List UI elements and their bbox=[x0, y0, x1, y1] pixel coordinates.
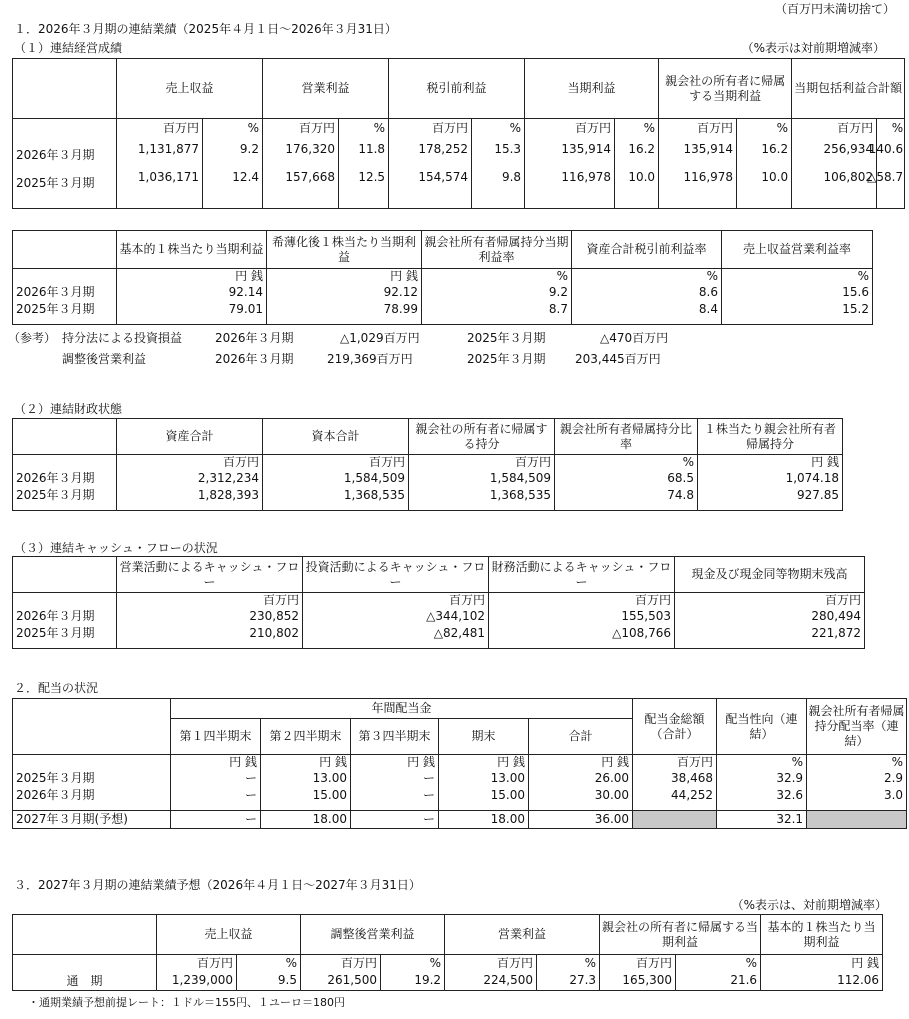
table-cell: ー bbox=[351, 811, 439, 829]
table-cell: 18.00 bbox=[439, 811, 529, 829]
unit-label: 百万円 bbox=[222, 455, 259, 469]
unit-label: % bbox=[745, 956, 758, 970]
header-equity-ratio: 親会社所有者帰属持分比率 bbox=[555, 419, 698, 455]
table-cell: 21.6 bbox=[730, 973, 758, 987]
table-cell: 210,802 bbox=[249, 626, 299, 640]
table-cell: 10.0 bbox=[628, 170, 656, 184]
row-label: 2025年３月期 bbox=[16, 626, 95, 640]
unit-label: 百万円 bbox=[341, 956, 378, 970]
ref-period: 2025年３月期 bbox=[467, 331, 546, 345]
table-cell: 13.00 bbox=[490, 771, 525, 785]
table-cell: 74.8 bbox=[667, 488, 694, 502]
table-cell: 8.7 bbox=[548, 302, 568, 316]
unit-label: 百万円 bbox=[196, 956, 233, 970]
header-q1: 第１四半期末 bbox=[171, 719, 261, 755]
unit-label: % bbox=[643, 121, 656, 135]
table-cell: ー bbox=[244, 771, 257, 785]
unit-label: 百万円 bbox=[575, 121, 612, 135]
table-cell: 8.4 bbox=[698, 302, 718, 316]
unit-label: 百万円 bbox=[677, 755, 714, 769]
table-cell: 19.2 bbox=[414, 973, 442, 987]
forecast-footnote: ・通期業績予想前提レート：１ドル＝155円、１ユーロ＝180円 bbox=[28, 996, 345, 1009]
unit-label: % bbox=[857, 269, 869, 283]
row-label: 2026年３月期 bbox=[16, 471, 95, 485]
table-cell: 15.00 bbox=[490, 788, 525, 802]
header-adjusted-op: 調整後営業利益 bbox=[301, 915, 445, 955]
section-1-3-title: （３）連結キャッシュ・フローの状況 bbox=[14, 541, 218, 555]
header-net-profit: 当期利益 bbox=[525, 59, 659, 119]
table-cell: 1,828,393 bbox=[197, 488, 259, 502]
table-cell: 221,872 bbox=[811, 626, 861, 640]
unit-label: 百万円 bbox=[368, 455, 405, 469]
table-cell: 12.4 bbox=[232, 170, 260, 184]
section-1-title: １．2026年３月期の連結業績（2025年４月１日～2026年３月31日） bbox=[14, 22, 397, 36]
unit-label: % bbox=[682, 455, 694, 469]
unit-label: % bbox=[776, 121, 789, 135]
row-label: 2025年３月期 bbox=[16, 302, 95, 316]
dividends-table bbox=[12, 698, 907, 829]
header-roa: 資産合計税引前利益率 bbox=[572, 231, 722, 269]
table-cell: 30.00 bbox=[594, 788, 630, 802]
header-payout-ratio: 配当性向（連結） bbox=[717, 699, 807, 755]
section-1-2-title: （２）連結財政状態 bbox=[14, 402, 123, 416]
table-cell: 15.6 bbox=[842, 285, 869, 299]
table-cell: 13.00 bbox=[312, 771, 347, 785]
corner-cell bbox=[13, 231, 117, 269]
table-cell: 32.6 bbox=[776, 788, 804, 802]
row-label: 2026年３月期 bbox=[16, 285, 95, 299]
unit-label: % bbox=[584, 956, 597, 970]
row-label: 通 期 bbox=[13, 955, 157, 991]
table-cell-shaded bbox=[633, 811, 717, 829]
table-cell: △58.7 bbox=[867, 170, 904, 184]
corner-cell bbox=[13, 699, 171, 755]
table-cell: 32.9 bbox=[776, 771, 804, 785]
table-cell: 15.3 bbox=[494, 142, 522, 156]
unit-label: 円 銭 bbox=[811, 455, 839, 469]
forecast-table bbox=[12, 914, 883, 991]
unit-label: 円 銭 bbox=[851, 956, 880, 970]
table-cell: ー bbox=[422, 788, 435, 802]
cash-flow-table bbox=[12, 556, 865, 649]
table-cell: △108,766 bbox=[612, 626, 671, 640]
table-cell: 280,494 bbox=[811, 609, 861, 623]
table-cell: 157,668 bbox=[285, 170, 336, 184]
unit-label: % bbox=[509, 121, 522, 135]
header-owners-profit: 親会社の所有者に帰属する当期利益 bbox=[659, 59, 792, 119]
unit-label: 円 銭 bbox=[319, 755, 347, 769]
table-cell: 140.6 bbox=[868, 142, 904, 156]
unit-label: 百万円 bbox=[497, 956, 534, 970]
unit-label: % bbox=[891, 121, 904, 135]
table-cell: 27.3 bbox=[569, 973, 597, 987]
table-cell: 16.2 bbox=[761, 142, 789, 156]
table-cell: 38,468 bbox=[671, 771, 714, 785]
ref-equity-method-label: 持分法による投資損益 bbox=[62, 331, 183, 345]
table-cell: 9.2 bbox=[548, 285, 568, 299]
table-cell: 1,036,171 bbox=[137, 170, 199, 184]
table-cell: ー bbox=[244, 788, 257, 802]
unit-label: 百万円 bbox=[432, 121, 469, 135]
table-cell: 927.85 bbox=[797, 488, 839, 502]
unit-label: 円 銭 bbox=[229, 755, 257, 769]
row-label: 2025年３月期 bbox=[16, 771, 95, 785]
header-owners-profit: 親会社の所有者に帰属する当期利益 bbox=[600, 915, 761, 955]
header-revenue: 売上収益 bbox=[157, 915, 301, 955]
header-total-dividend: 配当金総額（合計） bbox=[633, 699, 717, 755]
ref-value: △470百万円 bbox=[600, 331, 669, 345]
unit-label: 百万円 bbox=[162, 121, 199, 135]
row-label: 2027年３月期(予想) bbox=[13, 811, 171, 829]
ref-value: △1,029百万円 bbox=[340, 331, 420, 345]
unit-label: 百万円 bbox=[299, 121, 336, 135]
table-cell: 12.5 bbox=[358, 170, 386, 184]
ref-period: 2026年３月期 bbox=[215, 352, 294, 366]
header-investing-cf: 投資活動によるキャッシュ・フロー bbox=[303, 557, 489, 593]
table-cell: 92.14 bbox=[228, 285, 263, 299]
row-label: 2026年３月期 bbox=[16, 609, 95, 623]
table-cell: 11.8 bbox=[358, 142, 386, 156]
ref-value: 203,445百万円 bbox=[575, 352, 661, 366]
table-cell: 8.6 bbox=[698, 285, 718, 299]
ref-adjusted-op-label: 調整後営業利益 bbox=[62, 352, 147, 366]
unit-label: 百万円 bbox=[697, 121, 734, 135]
row-label: 2026年３月期 bbox=[16, 788, 95, 802]
forecast-percent-note: （%表示は、対前期増減率） bbox=[731, 898, 887, 912]
table-cell: 106,802 bbox=[823, 170, 874, 184]
table-cell: 92.12 bbox=[383, 285, 418, 299]
table-cell: 78.99 bbox=[383, 302, 418, 316]
table-cell: 178,252 bbox=[418, 142, 469, 156]
header-total: 合計 bbox=[529, 719, 633, 755]
header-year-end: 期末 bbox=[439, 719, 529, 755]
table-cell: 10.0 bbox=[761, 170, 789, 184]
table-cell: 18.00 bbox=[261, 811, 351, 829]
header-pretax-profit: 税引前利益 bbox=[389, 59, 525, 119]
header-cash-balance: 現金及び現金同等物期末残高 bbox=[675, 557, 865, 593]
table-cell: 9.5 bbox=[277, 973, 298, 987]
row-label: 2026年３月期 bbox=[16, 148, 95, 162]
ref-period: 2025年３月期 bbox=[467, 352, 546, 366]
table-cell: ー bbox=[171, 811, 261, 829]
table-cell: 112.06 bbox=[837, 973, 880, 987]
table-cell: 116,978 bbox=[561, 170, 612, 184]
row-label: 2025年３月期 bbox=[16, 176, 95, 190]
operating-results-table bbox=[12, 58, 905, 209]
financial-position-table bbox=[12, 418, 843, 511]
unit-label: 百万円 bbox=[837, 121, 874, 135]
header-op-margin: 売上収益営業利益率 bbox=[722, 231, 873, 269]
table-cell: 230,852 bbox=[249, 609, 299, 623]
header-basic-eps: 基本的１株当たり当期利益 bbox=[117, 231, 267, 269]
unit-label: 百万円 bbox=[634, 593, 671, 607]
table-cell: 2.9 bbox=[883, 771, 904, 785]
unit-label: 百万円 bbox=[824, 593, 861, 607]
table-cell: 68.5 bbox=[667, 471, 694, 485]
header-diluted-eps: 希薄化後１株当たり当期利益 bbox=[267, 231, 422, 269]
unit-label: % bbox=[285, 956, 298, 970]
unit-label: % bbox=[373, 121, 386, 135]
header-operating-profit: 営業利益 bbox=[263, 59, 389, 119]
table-cell: 36.00 bbox=[529, 811, 633, 829]
unit-label: 百万円 bbox=[262, 593, 299, 607]
unit-label: % bbox=[791, 755, 804, 769]
section-1-1-title: （１）連結経営成績 bbox=[14, 41, 123, 55]
unit-label: % bbox=[891, 755, 904, 769]
table-cell-shaded bbox=[807, 811, 907, 829]
header-doe: 親会社所有者帰属持分配当率（連結） bbox=[807, 699, 907, 755]
table-cell: △344,102 bbox=[426, 609, 485, 623]
table-cell: 3.0 bbox=[883, 788, 904, 802]
table-cell: 9.2 bbox=[239, 142, 260, 156]
header-roe: 親会社所有者帰属持分当期利益率 bbox=[422, 231, 572, 269]
unit-note: （百万円未満切捨て） bbox=[774, 2, 895, 16]
header-operating-cf: 営業活動によるキャッシュ・フロー bbox=[117, 557, 303, 593]
table-cell: 1,074.18 bbox=[785, 471, 839, 485]
header-operating-profit: 営業利益 bbox=[445, 915, 600, 955]
header-annual-dividend: 年間配当金 bbox=[171, 699, 633, 719]
unit-label: 百万円 bbox=[636, 956, 673, 970]
unit-label: 円 銭 bbox=[407, 755, 435, 769]
unit-label: % bbox=[706, 269, 718, 283]
ref-period: 2026年３月期 bbox=[215, 331, 294, 345]
table-cell: 224,500 bbox=[483, 973, 534, 987]
table-cell: 26.00 bbox=[594, 771, 630, 785]
table-cell: 256,934 bbox=[823, 142, 874, 156]
unit-label: 円 銭 bbox=[235, 269, 263, 283]
header-bps: １株当たり親会社所有者帰属持分 bbox=[698, 419, 843, 455]
section-3-title: ３．2027年３月期の連結業績予想（2026年４月１日～2027年３月31日） bbox=[14, 878, 421, 892]
unit-label: 円 銭 bbox=[601, 755, 630, 769]
header-basic-eps: 基本的１株当たり当期利益 bbox=[761, 915, 883, 955]
table-cell: 1,368,535 bbox=[489, 488, 551, 502]
table-cell: 155,503 bbox=[621, 609, 671, 623]
corner-cell bbox=[13, 557, 117, 593]
table-cell: 135,914 bbox=[561, 142, 612, 156]
table-cell: 1,584,509 bbox=[489, 471, 551, 485]
header-q2: 第２四半期末 bbox=[261, 719, 351, 755]
corner-cell bbox=[13, 59, 117, 119]
table-cell: 135,914 bbox=[683, 142, 734, 156]
table-cell: 176,320 bbox=[285, 142, 336, 156]
table-cell: 15.2 bbox=[842, 302, 869, 316]
unit-label: 円 銭 bbox=[497, 755, 525, 769]
unit-label: 円 銭 bbox=[390, 269, 418, 283]
unit-label: 百万円 bbox=[448, 593, 485, 607]
table-cell: 154,574 bbox=[418, 170, 469, 184]
table-cell: 1,239,000 bbox=[171, 973, 233, 987]
table-cell: 79.01 bbox=[228, 302, 263, 316]
unit-label: % bbox=[429, 956, 442, 970]
unit-label: % bbox=[247, 121, 260, 135]
ref-value: 219,369百万円 bbox=[327, 352, 413, 366]
corner-cell bbox=[13, 419, 117, 455]
section-2-title: ２．配当の状況 bbox=[14, 681, 99, 695]
table-cell: ー bbox=[422, 771, 435, 785]
table-cell: 32.1 bbox=[717, 811, 807, 829]
table-cell: △82,481 bbox=[433, 626, 485, 640]
table-cell: 9.8 bbox=[501, 170, 522, 184]
unit-label: % bbox=[556, 269, 568, 283]
table-cell: 165,300 bbox=[622, 973, 673, 987]
table-cell: 1,368,535 bbox=[343, 488, 405, 502]
table-cell: 15.00 bbox=[312, 788, 347, 802]
header-owners-equity: 親会社の所有者に帰属する持分 bbox=[409, 419, 555, 455]
table-cell: 1,584,509 bbox=[343, 471, 405, 485]
table-cell: 116,978 bbox=[683, 170, 734, 184]
table-cell: 2,312,234 bbox=[197, 471, 259, 485]
header-total-assets: 資産合計 bbox=[117, 419, 263, 455]
table-cell: 44,252 bbox=[671, 788, 714, 802]
table-cell: 1,131,877 bbox=[137, 142, 199, 156]
table-cell: 261,500 bbox=[327, 973, 378, 987]
percent-note: （%表示は対前期増減率） bbox=[741, 41, 885, 55]
header-comprehensive-income: 当期包括利益合計額 bbox=[792, 59, 905, 119]
table-cell: 16.2 bbox=[628, 142, 656, 156]
per-share-table bbox=[12, 230, 873, 325]
row-label: 2025年３月期 bbox=[16, 488, 95, 502]
ref-prefix: （参考） bbox=[8, 331, 57, 345]
corner-cell bbox=[13, 915, 157, 955]
header-q3: 第３四半期末 bbox=[351, 719, 439, 755]
header-total-equity: 資本合計 bbox=[263, 419, 409, 455]
unit-label: 百万円 bbox=[514, 455, 551, 469]
header-revenue: 売上収益 bbox=[117, 59, 263, 119]
header-financing-cf: 財務活動によるキャッシュ・フロー bbox=[489, 557, 675, 593]
